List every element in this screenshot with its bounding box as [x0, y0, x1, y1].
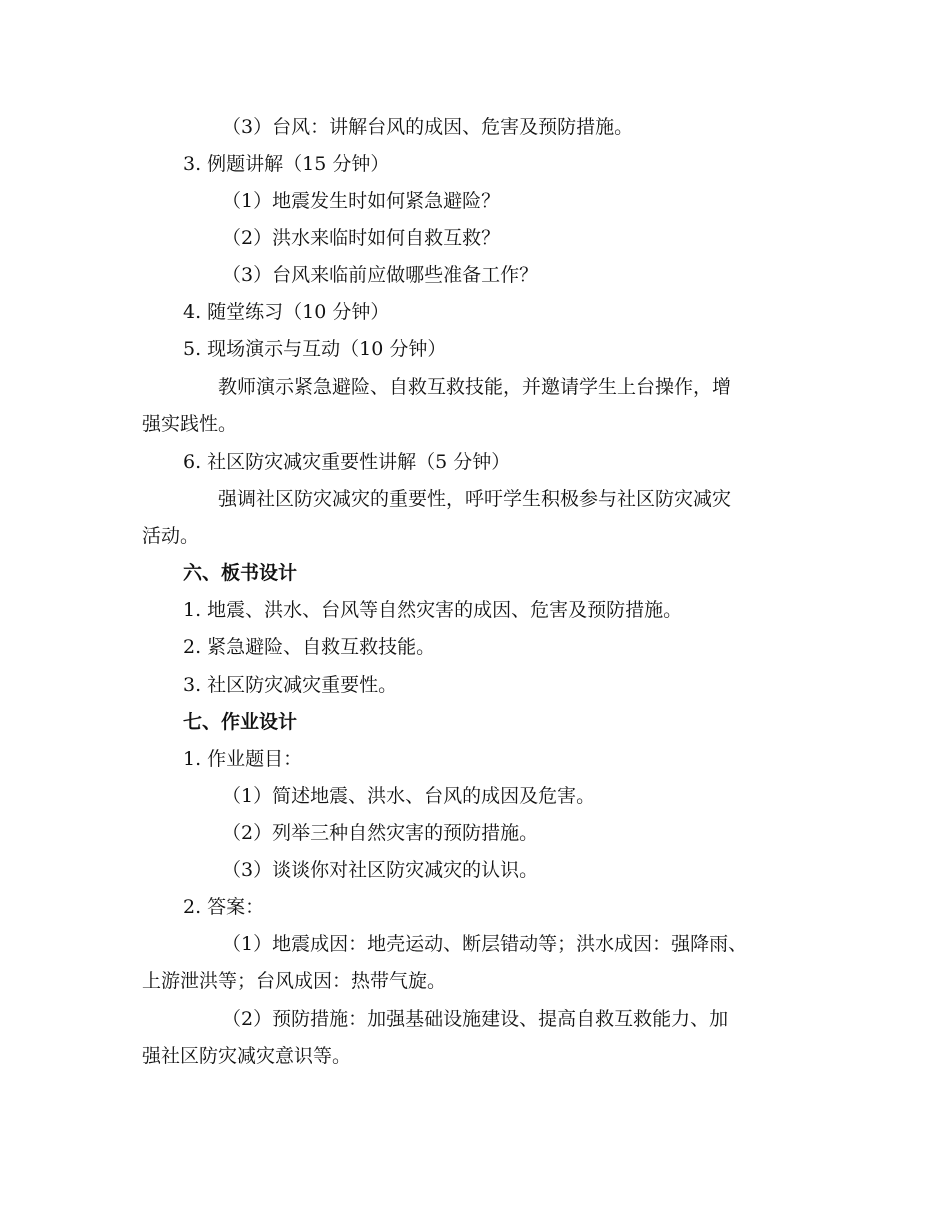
- sub-item: （1）简述地震、洪水、台风的成因及危害。: [222, 785, 596, 807]
- numbered-item: 1. 地震、洪水、台风等自然灾害的成因、危害及预防措施。: [183, 599, 683, 621]
- text-line: （3）台风：讲解台风的成因、危害及预防措施。: [222, 116, 634, 138]
- numbered-item: 4. 随堂练习（10 分钟）: [183, 301, 390, 323]
- section-heading: 六、板书设计: [183, 562, 298, 584]
- paragraph-line: 强社区防灾减灾意识等。: [142, 1045, 352, 1067]
- paragraph-line: 活动。: [142, 525, 200, 547]
- sub-item: （2）洪水来临时如何自救互救？: [222, 227, 501, 249]
- sub-item: （3）台风来临前应做哪些准备工作？: [222, 264, 539, 286]
- paragraph-line: 教师演示紧急避险、自救互救技能，并邀请学生上台操作，增: [218, 376, 732, 398]
- paragraph-line: 上游泄洪等；台风成因：热带气旋。: [142, 970, 447, 992]
- section-heading: 七、作业设计: [183, 711, 298, 733]
- numbered-item: 5. 现场演示与互动（10 分钟）: [183, 338, 447, 360]
- sub-item: （2）预防措施：加强基础设施建设、提高自救互救能力、加: [222, 1008, 729, 1030]
- sub-item: （3）谈谈你对社区防灾减灾的认识。: [222, 859, 539, 881]
- sub-item: （1）地震成因：地壳运动、断层错动等；洪水成因：强降雨、: [222, 933, 748, 955]
- numbered-item: 1. 作业题目：: [183, 748, 303, 770]
- sub-item: （1）地震发生时如何紧急避险？: [222, 190, 501, 212]
- paragraph-line: 强调社区防灾减灾的重要性，呼吁学生积极参与社区防灾减灾: [218, 488, 732, 510]
- numbered-item: 2. 答案：: [183, 896, 265, 918]
- numbered-item: 2. 紧急避险、自救互救技能。: [183, 636, 436, 658]
- paragraph-line: 强实践性。: [142, 413, 238, 435]
- numbered-item: 6. 社区防灾减灾重要性讲解（5 分钟）: [183, 451, 511, 473]
- numbered-item: 3. 社区防灾减灾重要性。: [183, 674, 398, 696]
- numbered-item: 3. 例题讲解（15 分钟）: [183, 153, 390, 175]
- sub-item: （2）列举三种自然灾害的预防措施。: [222, 822, 539, 844]
